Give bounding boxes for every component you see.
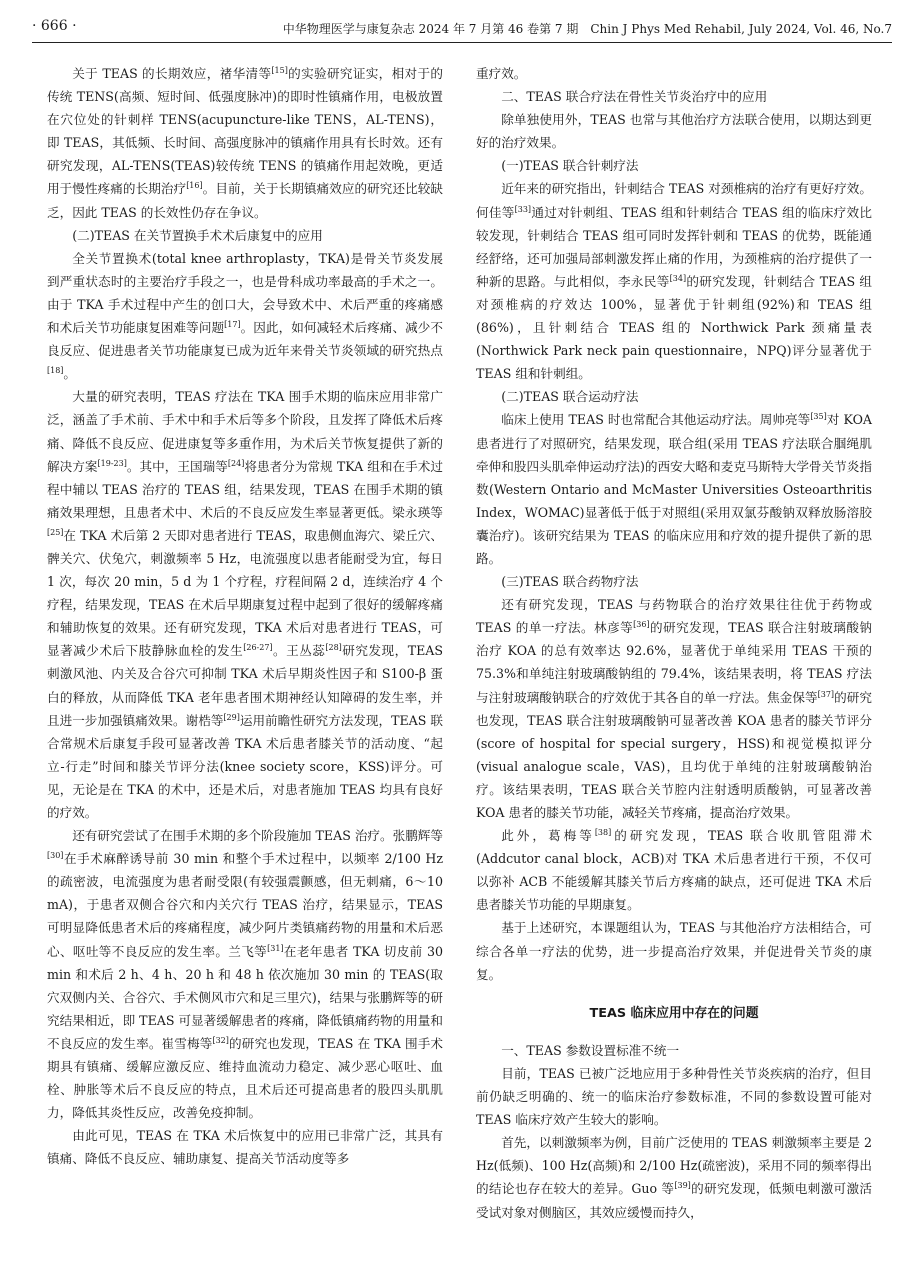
citation-ref: [38]: [594, 827, 612, 837]
text-run: 此外，葛梅等: [501, 828, 595, 844]
text-run: 的研究发现，TEAS 联合收肌管阻滞术(Addcutor canal block，ACB)对 TKA 术后患者进行干预，不仅可以弥补 ACB 不能缓解其膝关节后方疼痛的缺点，还可促进 TKA 术后患者膝关节功能的早期康复。: [476, 828, 872, 913]
text-run: 一、TEAS 参数设置标准不统一: [501, 1042, 680, 1058]
text-run: 。目前，关于长期镇痛效应的研究还比较缺乏，因此 TEAS 的长效性仍存在争议。: [47, 181, 444, 220]
text-run: 的研究发现，针刺结合 TEAS 组对颈椎病的疗效达 100%，显著优于针刺组(92%)和 TEAS 组(86%)，且针刺结合 TEAS 组的 Northwick Park 颈痛量表(Northwick Park neck pain questionnaire，NPQ)评分显著优于 TEAS 组和针刺组。: [476, 273, 873, 382]
paragraph: [47, 1124, 443, 1170]
text-run: 重疗效。: [476, 66, 527, 81]
text-run: 。: [63, 366, 77, 382]
paragraph: [476, 177, 872, 385]
text-run: 的实验研究证实，相对于的传统 TENS(高频、短时间、低强度脉冲)的即时性镇痛作用，电极放置在穴位处的针刺样 TENS(acupuncture-like TENS，AL-TENS)，即 TEAS，其低频、长时间、高强度脉冲的镇痛作用具有长时效。还有研究发现，AL-TENS(TEAS)较传统 TENS 的镇痛作用起效晚，更适用于慢性疼痛的长期治疗: [47, 66, 444, 197]
text-run: 目前，TEAS 已被广泛地应用于多种骨性关节炎疾病的治疗，但目前仍缺乏明确的、统一的临床治疗参数标准，不同的参数设置可能对 TEAS 临床疗效产生较大的影响。: [476, 1065, 872, 1128]
paragraph-continuation: [476, 62, 872, 85]
subsection-heading: [476, 570, 872, 593]
paragraph: [476, 1062, 872, 1131]
text-run: 首先，以刺激频率为例，目前广泛使用的 TEAS 刺激频率主要是 2 Hz(低频)、100 Hz(高频)和 2/100 Hz(疏密波)，采用不同的频率得出的结论也存在较大的差异。Guo 等: [476, 1135, 872, 1197]
section-heading: [476, 1002, 872, 1025]
left-column: [47, 62, 443, 1171]
citation-ref: [35]: [810, 412, 827, 422]
text-run: 关于 TEAS 的长期效应，禇华清等: [72, 66, 272, 81]
subsection-heading: [47, 224, 443, 247]
citation-ref: [37]: [817, 689, 835, 699]
paragraph: [476, 1131, 872, 1223]
citation-ref: [16]: [186, 181, 203, 191]
text-run: 还有研究尝试了在围手术期的多个阶段施加 TEAS 治疗。张鹏辉等: [72, 828, 443, 844]
citation-ref: [31]: [267, 943, 284, 953]
text-run: 。其中，王国瑞等: [126, 458, 228, 474]
citation-ref: [29]: [223, 712, 240, 722]
text-run: TEAS 临床应用中存在的问题: [589, 1005, 759, 1021]
citation-ref: [32]: [212, 1035, 229, 1045]
text-run: 大量的研究表明，TEAS 疗法在 TKA 围手术期的临床应用非常广泛，涵盖了手术前、手术中和手术后等多个阶段，且发挥了降低术后疼痛、降低不良反应、促进康复等多重作用，为术后关节恢复提供了新的解决方案: [47, 389, 443, 474]
citation-ref: [39]: [674, 1181, 691, 1191]
citation-ref: [26-27]: [243, 643, 273, 653]
text-run: 研究发现，TEAS 刺激风池、内关及合谷穴可抑制 TKA 术后早期炎性因子和 S100-β 蛋白的释放，从而降低 TKA 老年患者围术期神经认知障碍的发生率，并且进一步加强镇痛效果。谢梏等: [47, 643, 444, 728]
citation-ref: [28]: [325, 643, 342, 653]
subsection-heading: [476, 154, 872, 177]
citation-ref: [36]: [633, 620, 650, 630]
text-run: 。因此，如何减轻术后疼痛、减少不良反应、促进患者关节功能康复已成为近年来骨关节炎领域的研究热点: [47, 320, 444, 359]
citation-ref: [18]: [47, 366, 64, 376]
text-run: 在老年患者 TKA 切皮前 30 min 和术后 2 h、4 h、20 h 和 48 h 依次施加 30 min 的 TEAS(取穴双侧内关、合谷穴、手术侧风市穴和足三里穴)，结果与张鹏辉等的研究结果相近，即 TEAS 可显著缓解患者的疼痛，降低镇痛药物的用量和不良反应的发生率。崔雪梅等: [47, 943, 444, 1051]
citation-ref: [34]: [669, 273, 687, 283]
text-run: (二)TEAS 联合运动疗法: [501, 389, 639, 405]
text-run: (一)TEAS 联合针刺疗法: [501, 158, 639, 174]
text-run: 基于上述研究，本课题组认为，TEAS 与其他治疗方法相结合，可综合各单一疗法的优势，进一步提高治疗效果，并促进骨关节炎的康复。: [476, 920, 872, 982]
text-run: 的研究发现，TEAS 联合注射玻璃酸钠治疗 KOA 的总有效率达 92.6%，显著优于单纯采用 TEAS 干预的 75.3%和单纯注射玻璃酸钠组的 79.4%，该结果表明，将 TEAS 疗法与注射玻璃酸钠联合的疗效优于其各自的单一疗法。焦金保等: [476, 620, 872, 705]
text-run: (二)TEAS 在关节置换手术术后康复中的应用: [72, 227, 323, 243]
citation-ref: [30]: [47, 851, 64, 860]
right-column: [476, 62, 872, 1224]
citation-ref: [33]: [514, 204, 532, 214]
text-run: 由此可见，TEAS 在 TKA 术后恢复中的应用已非常广泛，其具有镇痛、降低不良反应、辅助康复、提高关节活动度等多: [47, 1128, 443, 1167]
text-run: 。王丛蕊: [272, 643, 326, 659]
paragraph: [476, 108, 872, 154]
paragraph: [476, 408, 872, 570]
paragraph: [47, 247, 443, 386]
text-run: 除单独使用外，TEAS 也常与其他治疗方法联合使用，以期达到更好的治疗效果。: [476, 112, 872, 151]
text-run: 的研究也发现，TEAS 联合注射玻璃酸钠可显著改善 KOA 患者的膝关节评分(score of hospital for special surgery，HSS)和视觉模拟评分(visual analogue scale，VAS)，且均优于单纯的注射玻璃酸钠治疗。该结果表明，TEAS 联合关节腔内注射透明质酸钠，可显著改善 KOA 患者的膝关节功能，减轻关节疼痛，提高治疗效果。: [476, 689, 873, 820]
journal-citation: 中华物理医学与康复杂志 2024 年 7 月第 46 卷第 7 期 Chin J Phys Med Rehabil, July 2024, Vol. 46, No.7: [282, 22, 892, 36]
text-run: 运用前瞻性研究方法发现，TEAS 联合常规术后康复手段可显著改善 TKA 术后患者膝关节的活动度、“起立-行走”时间和膝关节评分法(knee society score，KSS)评分。可见，无论是在 TKA 的术中，还是术后，对患者施加 TEAS 均具有良好的疗效。: [47, 712, 443, 820]
page-header: [32, 12, 892, 43]
citation-ref: [24]: [227, 458, 245, 468]
paragraph: [47, 62, 443, 224]
subsection-heading: [476, 1039, 872, 1062]
page-number: · 666 ·: [32, 18, 77, 34]
text-run: 的研究也发现，TEAS 在 TKA 围手术期具有镇痛、缓解应激反应、维持血流动力稳定、减少恶心呕吐、血栓、肿胀等术后不良反应的特点，且术后还可提高患者的股四头肌肌力，降低其炎性反应，改善免疫抑制。: [47, 1035, 444, 1121]
text-run: 将患者分为常规 TKA 组和在手术过程中辅以 TEAS 治疗的 TEAS 组，结果发现，TEAS 在围手术期的镇痛效果理想，且患者术中、术后的不良反应发生率显著更低。梁永瑛等: [47, 458, 444, 520]
text-run: 临床上使用 TEAS 时也常配合其他运动疗法。周帅亮等: [501, 412, 811, 428]
text-run: 对 KOA 患者进行了对照研究，结果发现，联合组(采用 TEAS 疗法联合腘绳肌牵伸和股四头肌牵伸运动疗法)的西安大略和麦克马斯特大学骨关节炎指数(Western Ontario and McMaster Universities Osteoarthritis Index，WOMAC)显著低于低于对照组(采用双氯芬酸钠双释放肠溶胶囊治疗)。该研究结果为 TEAS 的临床应用和疗效的提升提供了新的思路。: [476, 412, 872, 566]
paragraph: [47, 385, 443, 824]
text-run: 在手术麻醉诱导前 30 min 和整个手术过程中，以频率 2/100 Hz 的疏密波，电流强度为患者耐受限(有较强震颤感，但无刺痛，6～10 mA)，于患者双侧合谷穴和内关穴行 TEAS 治疗，结果显示，TEAS 可明显降低患者术后的疼痛程度，减少阿片类镇痛药物的用量和术后恶心、呕吐等不良反应的发生率。兰飞等: [47, 851, 443, 959]
citation-ref: [17]: [224, 319, 241, 329]
citation-ref: [15]: [271, 65, 288, 75]
text-run: 还有研究发现，TEAS 与药物联合的治疗效果往往优于药物或 TEAS 的单一疗法。林彦等: [476, 597, 872, 636]
subsection-heading: [476, 385, 872, 408]
text-run: 全关节置换术(total knee arthroplasty，TKA)是骨关节炎发展到严重状态时的主要治疗手段之一，也是骨科成功率最高的手术之一。由于 TKA 手术过程中产生的创口大，会导致术中、术后严重的疼痛感和术后关节功能康复困难等问题: [47, 250, 443, 336]
text-run: 二、TEAS 联合疗法在骨性关节炎治疗中的应用: [501, 89, 768, 105]
citation-ref: [25]: [47, 527, 64, 537]
text-run: 近年来的研究指出，针刺结合 TEAS 对颈椎病的治疗有更好疗效。何佳等: [476, 181, 872, 220]
paragraph: [476, 916, 872, 985]
paragraph: [47, 824, 443, 1124]
paragraph: [476, 593, 872, 824]
citation-ref: [19-23]: [97, 458, 127, 468]
text-run: 的研究发现，低频电刺激可激活受试对象对侧脑区，其效应缓慢而持久，: [476, 1181, 873, 1220]
subsection-heading: [476, 85, 872, 108]
text-run: 在 TKA 术后第 2 天即对患者进行 TEAS，取患侧血海穴、梁丘穴、髀关穴、伏兔穴，刺激频率 5 Hz，电流强度以患者能耐受为宜，每日 1 次，每次 20 min，5 d 为 1 个疗程，疗程间隔 2 d，连续治疗 4 个疗程，结果发现，TEAS 在术后早期康复过程中起到了很好的缓解疼痛和辅助恢复的效果。还有研究发现，TKA 术后对患者进行 TEAS，可显著减少术后下肢静脉血栓的发生: [47, 527, 443, 659]
paragraph: [476, 824, 872, 916]
text-run: 通过对针刺组、TEAS 组和针刺结合 TEAS 组的临床疗效比较发现，针刺结合 TEAS 组可同时发挥针刺和 TEAS 的优势，既能通经舒络，还可加强局部刺激发挥止痛的作用，为颈椎病的治疗提供了一种新的思路。与此相似，李永民等: [476, 204, 873, 289]
text-run: (三)TEAS 联合药物疗法: [501, 574, 639, 590]
